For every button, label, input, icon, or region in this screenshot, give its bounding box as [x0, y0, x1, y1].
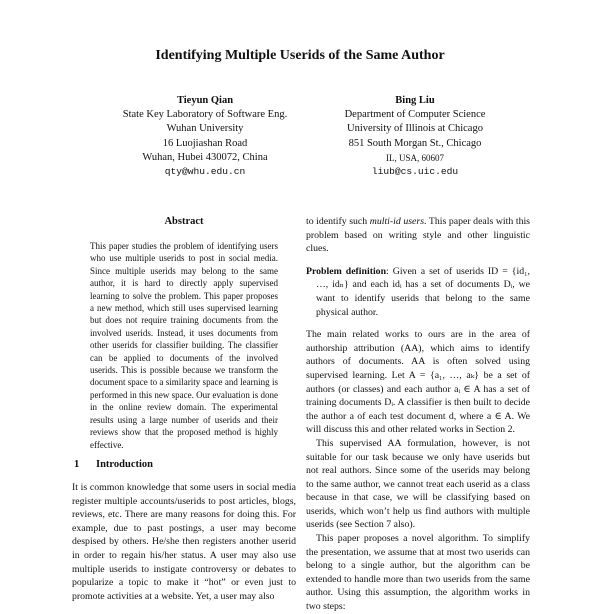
- paper-title: Identifying Multiple Userids of the Same Author: [155, 48, 445, 63]
- text-run: . This paper deals with this problem based on writing style and other linguistic clues.: [306, 216, 530, 255]
- paragraph-formulation: This supervised AA formulation, however, is not suitable for our task because we only have userids but not real authors. Since some of the userids may belong to the same author, we cannot treat each userid as a class because in that case, we will be classifying based on userids, which won’t help us find authors with multiple userids (see Section 7 also).: [306, 437, 530, 531]
- introduction-text: It is common knowledge that some users in social media register multiple accounts/userids to post articles, blogs, reviews, etc. There are many reasons for doing this. For example, due to past postings, a user may become despised by others. He/she then registers another userid in order to regain his/her status. A user may also use multiple userids to instigate controversy or debates to popularize a topic to make it “hot” or even just to promote activities at a website. Yet, a user may also: [72, 482, 296, 602]
- problem-definition-label: Problem definition: [306, 265, 387, 277]
- paragraph-related-work: The main related works to ours are in the area of authorship attribution (AA), which aims to identify authors of documents. AA is often solved using supervised learning. Let A = {a₁, …, aₖ} be a set of authors (or classes) and each author aᵢ ∈ A has a set of training documents Dᵢ. A classifier is then built to decide the author a of each test document d, where a ∈ A. We will discuss this and other related works in Section 2.: [306, 329, 530, 436]
- section-number: 1: [74, 459, 80, 470]
- problem-definition: [306, 265, 530, 319]
- author-affiliation-line: Wuhan University: [166, 123, 244, 135]
- author-name: Tieyun Qian: [176, 95, 234, 106]
- author-affiliation-line: University of Illinois at Chicago: [347, 123, 483, 135]
- author-block-2: [280, 94, 550, 179]
- text-run: to identify such: [306, 216, 370, 227]
- author-affiliation-line: 851 South Morgan St., Chicago: [348, 137, 482, 149]
- section-heading-introduction: [74, 459, 153, 470]
- section-title: Introduction: [96, 459, 153, 470]
- author-affiliation-line: IL, USA, 60607: [386, 152, 444, 163]
- abstract-text: This paper studies the problem of identifying users who use multiple userids to post in social media. Since multiple userids may belong to the same author, it is hard to directly apply supervised learning to solve the problem. This paper proposes a new method, which still uses supervised learning but does not require training documents from the involved userids. Instead, it uses documents from other userids for classifier building. The classifier can be applied to documents of the involved userids. This is possible because we transform the document space to a similarity space and learning is performed in this new space. Our evaluation is done in the online review domain. The experimental results using a large number of userids and their reviews show that the proposed method is highly effective.: [90, 241, 278, 450]
- right-column: [306, 215, 530, 614]
- author-name: Bing Liu: [395, 95, 435, 106]
- author-affiliation-line: 16 Luojiashan Road: [162, 137, 248, 149]
- author-affiliation-line: State Key Laboratory of Software Eng.: [122, 109, 288, 121]
- author-affiliation-line: Department of Computer Science: [344, 109, 486, 121]
- abstract-heading: Abstract: [164, 216, 204, 227]
- emphasis-text: multi-id users: [369, 216, 425, 227]
- paragraph-algorithm: This paper proposes a novel algorithm. To simplify the presentation, we assume that at most two userids can belong to a single author, but the algorithm can be extended to handle more than two userids from the same author. Using this assumption, the algorithm works in two steps:: [306, 533, 530, 613]
- paragraph-multi-id: [306, 215, 530, 256]
- problem-definition-text: : Given a set of userids ID = {id₁, …, idₙ} and each idᵢ has a set of documents Dᵢ, we want to identify userids that belong to the same physical author.: [316, 265, 530, 318]
- author-email: qty@whu.edu.cn: [164, 166, 246, 178]
- author-affiliation-line: Wuhan, Hubei 430072, China: [142, 151, 268, 163]
- author-email: liub@cs.uic.edu: [371, 166, 459, 178]
